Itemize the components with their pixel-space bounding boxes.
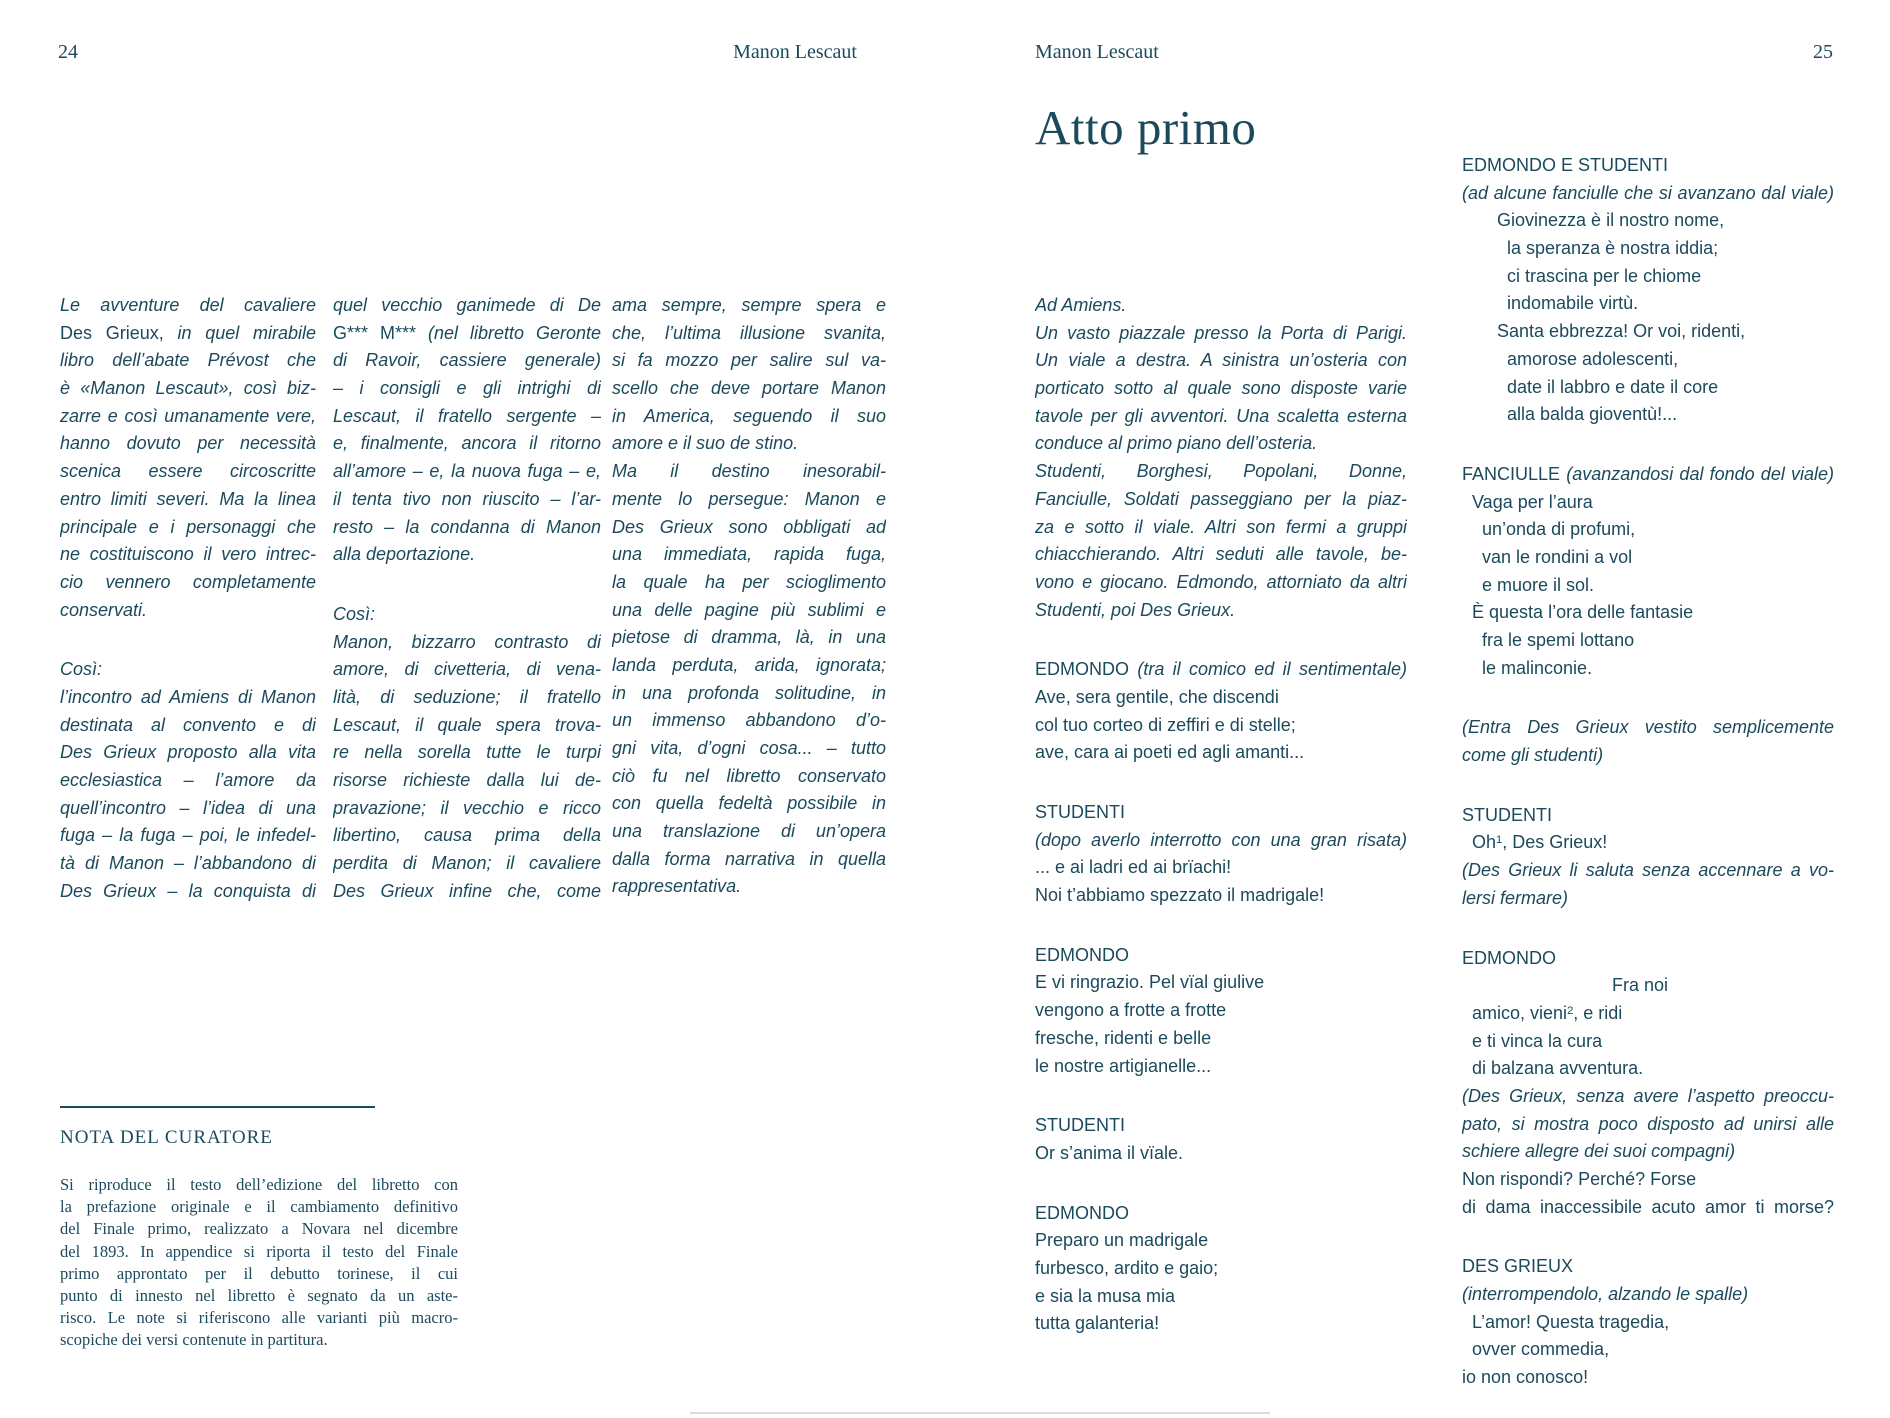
text-line: gni vita, d’ogni cosa... – tutto [612,738,886,758]
text-line: van le rondini a vol [1462,546,1633,567]
text-line: Un vasto piazzale presso la Porta di Parigi. [1035,322,1407,343]
text-line: e ti vinca la cura [1462,1030,1603,1051]
text-line: amore e il suo de stino. [612,433,799,454]
text-line: resto – la condanna di Manon [333,516,601,537]
text-line: lersi fermare) [1462,887,1569,908]
text-line: con quella fedeltà possibile in [612,793,886,814]
text-line: ciò fu nel libretto conservato [612,765,886,786]
blank-line [1462,1221,1834,1253]
text-line: conduce al primo piano dell’osteria. [1035,433,1318,454]
text-line: è «Manon Lescaut», così biz- [60,378,316,399]
text-line: Ma il destino inesorabil- [612,461,886,482]
text-line: Or s’anima il vïale. [1035,1142,1184,1163]
text-line: amico, vieni$^2$, e ridi [1462,1002,1623,1023]
text-line: di dama inaccessibile acuto amor ti morse? [1462,1196,1834,1217]
text-line: di balzana avventura. [1462,1058,1644,1079]
text-line: una delle pagine più sublimi e [612,599,886,620]
text-line: perdita di Manon; il cavaliere [333,853,601,874]
page-number: 25 [1813,41,1833,63]
text-line: FANCIULLE (avanzandosi dal fondo del viale) [1462,463,1834,484]
text-line: STUDENTI [1462,804,1552,825]
footnote-text [60,1174,458,1352]
text-line: alla deportazione. [333,544,476,565]
text-line: dalla forma narrativa in quella [612,848,886,869]
text-line: libertino, causa prima della [333,825,601,846]
text-line: zarre e così umanamente vere, [60,405,316,426]
text-line: entro limiti severi. Ma la linea [60,488,316,509]
text-line: scenica essere circoscritte [60,461,316,482]
text-line: col tuo corteo di zeffiri e di stelle; [1035,714,1296,735]
text-line: ... e ai ladri ed ai brïachi! [1035,857,1232,878]
text-line: una translazione di un’opera [612,821,886,842]
text-line: Studenti, poi Des Grieux. [1035,599,1236,620]
text-line: risco. Le note si riferiscono alle varianti più macro- [60,1308,458,1328]
text-line: amorose adolescenti, [1462,348,1679,369]
text-line: in una profonda solitudine, in [612,682,886,703]
text-line: E vi ringrazio. Pel vïal giulive [1035,972,1265,993]
text-line: Manon, bizzarro contrasto di [333,631,601,652]
text-line: EDMONDO (tra il comico ed il sentimentale) [1035,659,1407,680]
blank-line [1035,910,1407,942]
text-line: ama sempre, sempre spera e [612,295,886,315]
text-line: landa perduta, arida, ignorata; [612,654,886,675]
text-line: le malinconie. [1462,657,1593,678]
text-line: tà di Manon – l’abbandono di [60,853,316,874]
text-line: EDMONDO [1035,944,1129,965]
text-line: il tenta tivo non riuscito – l’ar- [333,488,601,509]
text-line: Lescaut, il quale spera trova- [333,714,601,735]
text-line: scello che deve portare Manon [612,378,886,399]
text-line: la quale ha per scioglimento [612,571,886,592]
text-line: vono e giocano. Edmondo, attorniato da altri [1035,571,1407,592]
text-line: cio vennero completamente [60,571,316,592]
act-title: Atto primo [1035,100,1257,155]
text-line: re nella sorella tutte le turpi [333,742,601,763]
text-line: Des Grieux proposto alla vita [60,742,316,763]
text-line: ave, cara ai poeti ed agli amanti... [1035,742,1305,763]
text-line: STUDENTI [1035,802,1125,822]
text-line: lità, di seduzione; il fratello [333,686,601,707]
text-line: DES GRIEUX [1462,1256,1574,1277]
text-line: come gli studenti) [1462,745,1604,766]
text-line: Preparo un madrigale [1035,1230,1209,1251]
text-line: rappresentativa. [612,876,742,897]
text-line: – i consigli e gli intrighi di [333,378,601,399]
text-line: conservati. [60,599,148,620]
text-line: Studenti, Borghesi, Popolani, Donne, [1035,461,1407,482]
preface-column-1 [60,292,316,905]
text-line: alla balda gioventù!... [1462,404,1678,425]
text-line: destinata al convento e di [60,714,316,735]
libretto-column-right [1462,152,1834,1392]
text-line: punto di innesto nel libretto è segnato da un aste- [60,1285,458,1305]
text-line: una immediata, rapida fuga, [612,544,886,565]
text-line: Le avventure del cavaliere [60,295,316,315]
blank-line [1462,770,1834,802]
blank-line [1462,429,1834,461]
text-line: (Des Grieux, senza avere l’aspetto preoccu- [1462,1085,1834,1106]
text-line: del Finale primo, realizzato a Novara nel dicembre [60,1219,458,1239]
text-line: la speranza è nostra iddia; [1462,238,1719,259]
text-line: quell’incontro – l’idea di una [60,797,316,818]
text-line: in America, seguendo il suo [612,405,886,426]
text-line: pietose di dramma, là, in una [612,627,886,648]
blank-line [1035,624,1407,656]
text-line: za e sotto il viale. Altri son fermi a gruppi [1035,516,1407,537]
blank-line [333,569,601,601]
text-line: un immenso abbandono d’o- [612,710,886,731]
text-line: (Entra Des Grieux vestito semplicemente [1462,717,1834,738]
text-line: e sia la musa mia [1035,1285,1176,1306]
text-line: del 1893. In appendice si riporta il testo del Finale [60,1241,458,1261]
text-line: di Ravoir, cassiere generale) [333,350,601,371]
text-line: EDMONDO [1035,1202,1129,1223]
text-line: G*** M*** (nel libretto Geronte [333,322,601,343]
text-line: libro dell’abate Prévost che [60,350,316,371]
running-head-right: Manon Lescaut [1035,41,1159,63]
text-line: (ad alcune fanciulle che si avanzano dal viale) [1462,182,1834,203]
text-line: e muore il sol. [1462,574,1595,595]
text-line: (Des Grieux li saluta senza accennare a vo- [1462,860,1834,881]
text-line: chiacchierando. Altri seduti alle tavole, be- [1035,544,1407,565]
text-line: io non conosco! [1462,1367,1589,1388]
text-line: Un viale a destra. A sinistra un’osteria con [1035,350,1407,371]
text-line: Des Grieux infine che, come [333,880,601,901]
libretto-column-left [1035,292,1407,1338]
text-line: Fra noi [1462,975,1669,996]
text-line: tutta galanteria! [1035,1313,1160,1334]
preface-column-3 [612,292,886,901]
text-line: amore, di civetteria, di vena- [333,659,601,680]
text-line: date il labbro e date il core [1462,376,1719,397]
text-line: Non rispondi? Perché? Forse [1462,1169,1697,1189]
text-line: EDMONDO E STUDENTI [1462,155,1669,175]
text-line: scopiche dei versi contenute in partitura. [60,1330,328,1350]
text-line: schiere allegre dei suoi compagni) [1462,1141,1736,1162]
text-line: Così: [333,603,376,624]
blank-line [1462,682,1834,714]
text-line: indomabile virtù. [1462,293,1639,314]
text-line: Fanciulle, Soldati passeggiano per la piaz- [1035,488,1407,509]
text-line: quel vecchio ganimede di De [333,295,601,315]
page-number: 24 [58,41,78,63]
running-head-left: Manon Lescaut [733,41,857,63]
text-line: e, finalmente, ancora il ritorno [333,433,601,454]
footnote-heading: NOTA DEL CURATORE [60,1127,273,1148]
text-line: vengono a frotte a frotte [1035,1000,1227,1021]
text-line: hanno dovuto per necessità [60,433,316,454]
text-line: EDMONDO [1462,947,1556,968]
text-line: porticato sotto al quale sono disposte varie [1035,378,1407,399]
text-line: le nostre artigianelle... [1035,1055,1212,1076]
text-line: Des Grieux, in quel mirabile [60,322,316,343]
text-line: la prefazione originale e il cambiamento definitivo [60,1197,458,1217]
text-line: Così: [60,659,103,680]
text-line: Oh$^1$, Des Grieux! [1462,832,1608,853]
blank-line [1462,913,1834,945]
text-line: all’amore – e, la nuova fuga – e, [333,461,601,482]
text-line: Ave, sera gentile, che discendi [1035,686,1279,707]
blank-line [1035,1168,1407,1200]
text-line: STUDENTI [1035,1115,1125,1136]
text-line: È questa l’ora delle fantasie [1462,602,1694,623]
text-line: Noi t’abbiamo spezzato il madrigale! [1035,885,1325,906]
text-line: Des Grieux sono obbligati ad [612,516,886,537]
text-line: furbesco, ardito e gaio; [1035,1257,1219,1278]
text-line: Giovinezza è il nostro nome, [1462,210,1725,231]
text-line: (interrompendolo, alzando le spalle) [1462,1284,1749,1305]
text-line: Des Grieux – la conquista di [60,880,316,901]
footnote-rule [60,1106,375,1108]
blank-line [60,624,316,656]
text-line: Lescaut, il fratello sergente – [333,405,601,426]
text-line: ovver commedia, [1462,1339,1610,1360]
text-line: Ad Amiens. [1035,295,1127,315]
text-line: pravazione; il vecchio e ricco [333,797,601,818]
text-line: che, l’ultima illusione svanita, [612,322,886,343]
page-edge-shadow [690,1412,1270,1414]
blank-line [1035,1080,1407,1112]
text-line: fresche, ridenti e belle [1035,1027,1212,1048]
text-line: Santa ebbrezza! Or voi, ridenti, [1462,321,1746,342]
preface-column-2 [333,292,601,905]
text-line: (dopo averlo interrotto con una gran risata) [1035,829,1407,850]
text-line: ne costituiscono il vero intrec- [60,544,316,565]
text-line: fuga – la fuga – poi, le infedel- [60,825,316,846]
text-line: L’amor! Questa tragedia, [1462,1311,1670,1332]
text-line: Si riproduce il testo dell’edizione del libretto con [60,1175,458,1194]
text-line: fra le spemi lottano [1462,630,1635,650]
blank-line [1035,767,1407,799]
text-line: un’onda di profumi, [1462,519,1636,540]
text-line: tavole per gli avventori. Una scaletta esterna [1035,405,1407,426]
text-line: l’incontro ad Amiens di Manon [60,686,316,707]
text-line: mente lo persegue: Manon e [612,488,886,509]
text-line: principale e i personaggi che [60,516,316,537]
text-line: ecclesiastica – l’amore da [60,770,316,790]
text-line: risorse richieste dalla lui de- [333,770,601,790]
text-line: ci trascina per le chiome [1462,265,1702,286]
text-line: si fa mozzo per salire sul va- [612,350,886,371]
text-line: pato, si mostra poco disposto ad unirsi alle [1462,1113,1834,1134]
text-line: Vaga per l’aura [1462,491,1593,512]
text-line: primo approntato per il debutto torinese, il cui [60,1263,458,1283]
